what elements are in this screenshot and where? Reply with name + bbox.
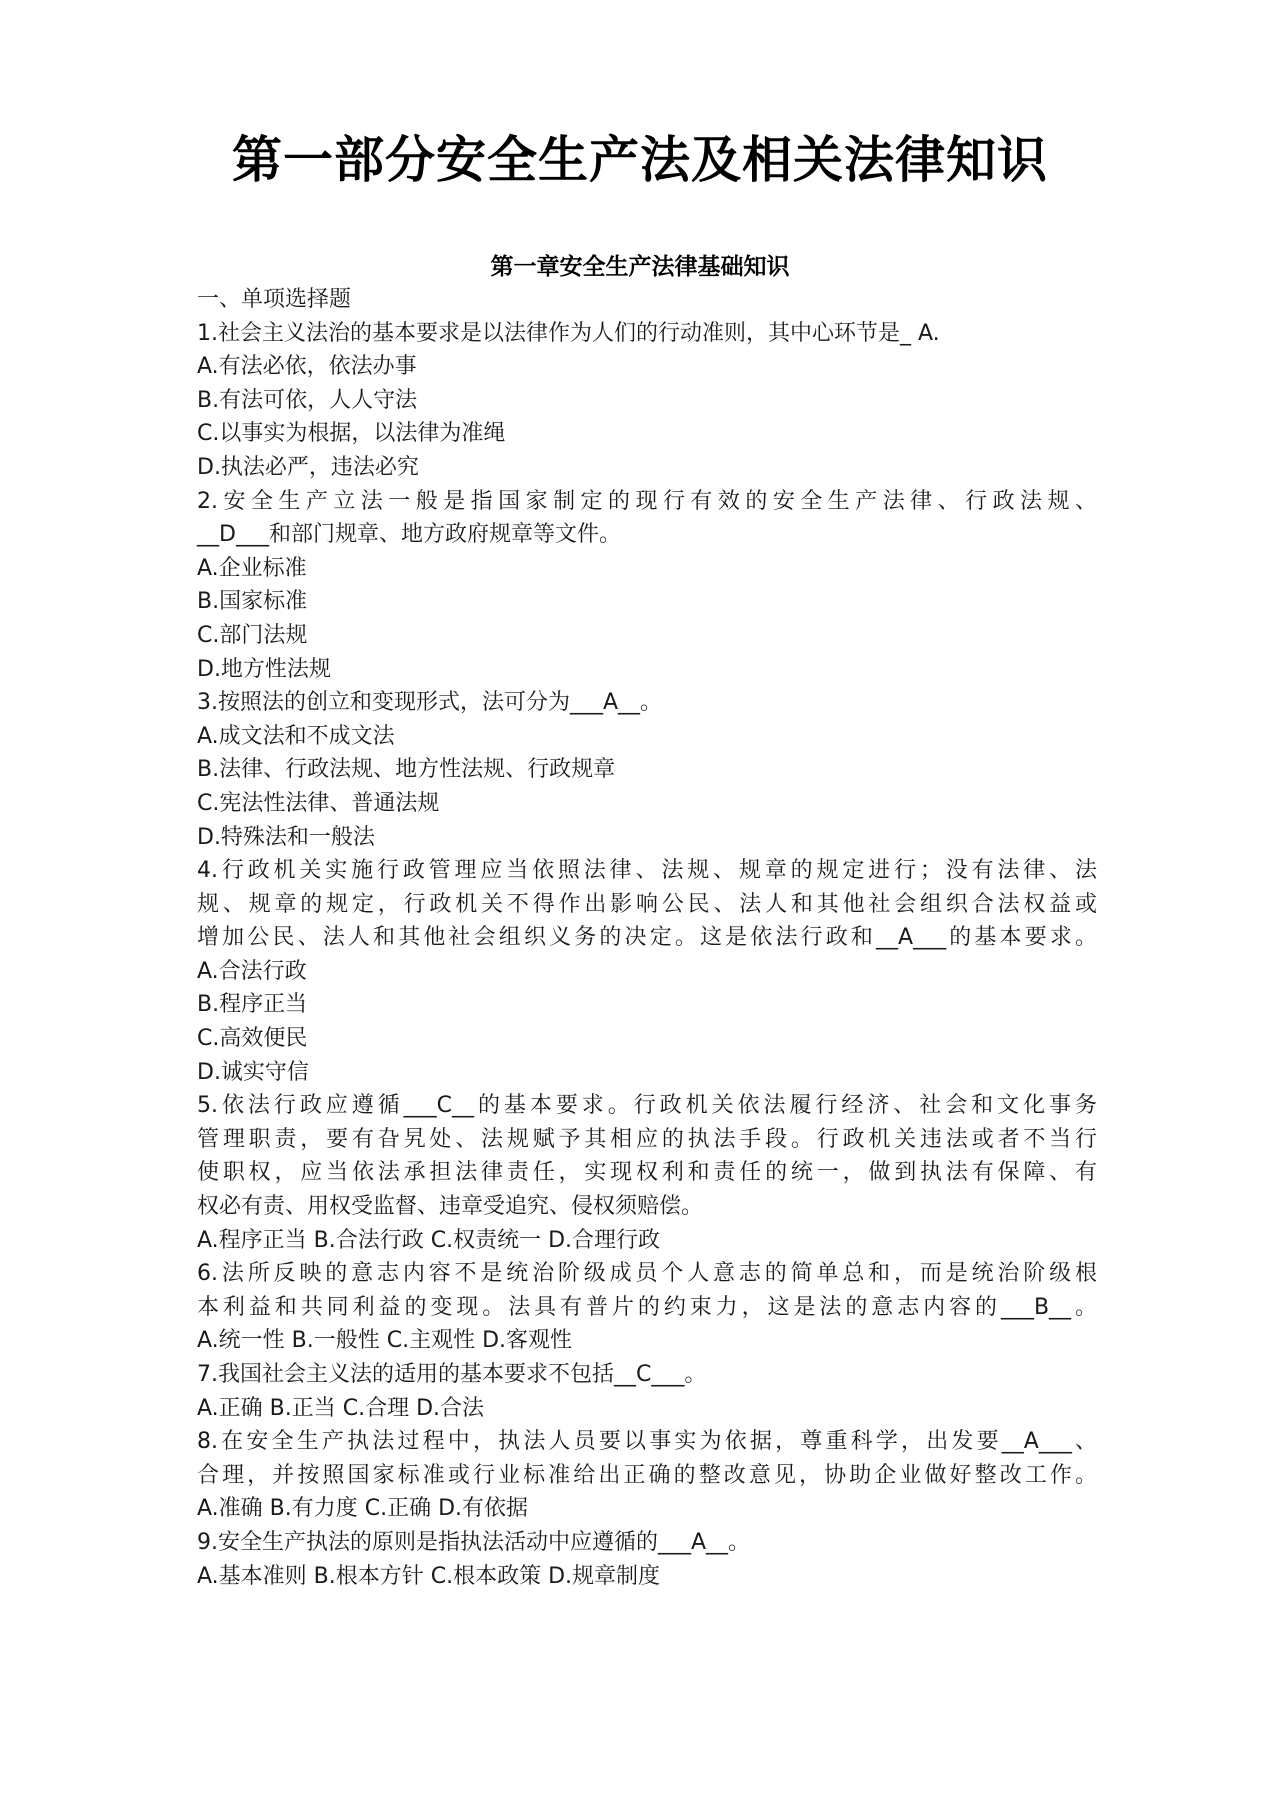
question-5: 5.依法行政应遵循___C__的基本要求。行政机关依法履行经济、社会和文化事务 — [197, 1093, 1097, 1119]
question-2: 2.安全生产立法一般是指国家制定的现行有效的安全生产法律、行政法规、 — [197, 488, 1097, 514]
option-line: D.特殊法和一般法 — [197, 824, 375, 850]
question-4: 4.行政机关实施行政管理应当依照法律、法规、规章的规定进行；没有法律、法 — [197, 858, 1097, 884]
question-8-cont: 合理，并按照国家标准或行业标准给出正确的整改意见，协助企业做好整改工作。 — [197, 1462, 1097, 1488]
option-line: A.企业标准 — [197, 555, 307, 581]
option-line: A.成文法和不成文法 — [197, 723, 395, 749]
option-line: A.准确 B.有力度 C.正确 D.有依据 — [197, 1496, 529, 1522]
question-2-cont: __D___和部门规章、地方政府规章等文件。 — [197, 522, 621, 548]
option-line: A.程序正当 B.合法行政 C.权责统一 D.合理行政 — [197, 1227, 661, 1253]
question-4-cont: 增加公民、法人和其他社会组织义务的决定。这是依法行政和__A___的基本要求。 — [197, 925, 1097, 951]
section-heading: 一、单项选择题 — [197, 287, 352, 312]
question-4-cont: 规、规章的规定，行政机关不得作出影响公民、法人和其他社会组织合法权益或 — [197, 891, 1097, 917]
question-6-cont: 本利益和共同利益的变现。法具有普片的约束力，这是法的意志内容的___B__。 — [197, 1294, 1097, 1320]
option-line: D.地方性法规 — [197, 656, 331, 682]
question-8: 8.在安全生产执法过程中，执法人员要以事实为依据，尊重科学，出发要__A___、 — [197, 1429, 1097, 1455]
option-line: A.有法必依，依法办事 — [197, 354, 417, 380]
question-5-cont: 管理职责，要有旮旯处、法规赋予其相应的执法手段。行政机关违法或者不当行 — [197, 1126, 1097, 1152]
option-line: A.合法行政 — [197, 958, 307, 984]
option-line: B.有法可依，人人守法 — [197, 387, 418, 413]
option-line: B.国家标准 — [197, 589, 308, 615]
question-7: 7.我国社会主义法的适用的基本要求不包括__C___。 — [197, 1362, 707, 1387]
option-line: B.程序正当 — [197, 992, 308, 1018]
question-1: 1.社会主义法治的基本要求是以法律作为人们的行动准则，其中心环节是_ A. — [197, 320, 940, 346]
question-5-cont: 使职权，应当依法承担法律责任，实现权利和责任的统一，做到执法有保障、有 — [197, 1160, 1097, 1186]
option-line: C.部门法规 — [197, 622, 308, 648]
option-line: B.法律、行政法规、地方性法规、行政规章 — [197, 757, 616, 783]
question-6: 6.法所反映的意志内容不是统治阶级成员个人意志的简单总和，而是统治阶级根 — [197, 1261, 1097, 1287]
question-5-cont: 权必有责、用权受监督、违章受追究、侵权须赔偿。 — [197, 1194, 704, 1220]
document-title: 第一部分安全生产法及相关法律知识 — [232, 130, 1048, 189]
option-line: C.以事实为根据，以法律为准绳 — [197, 421, 506, 447]
option-line: D.诚实守信 — [197, 1059, 309, 1085]
chapter-heading: 第一章安全生产法律基础知识 — [490, 254, 790, 280]
option-line: A.正确 B.正当 C.合理 D.合法 — [197, 1395, 485, 1421]
option-line: A.基本准则 B.根本方针 C.根本政策 D.规章制度 — [197, 1563, 661, 1589]
document-body — [197, 283, 1097, 1593]
question-3: 3.按照法的创立和变现形式，法可分为___A__。 — [197, 690, 663, 716]
option-line: C.宪法性法律、普通法规 — [197, 790, 440, 816]
question-9: 9.安全生产执法的原则是指执法活动中应遵循的___A__。 — [197, 1529, 751, 1555]
option-line: A.统一性 B.一般性 C.主观性 D.客观性 — [197, 1328, 573, 1354]
option-line: D.执法必严，违法必究 — [197, 454, 419, 480]
option-line: C.高效便民 — [197, 1026, 308, 1052]
